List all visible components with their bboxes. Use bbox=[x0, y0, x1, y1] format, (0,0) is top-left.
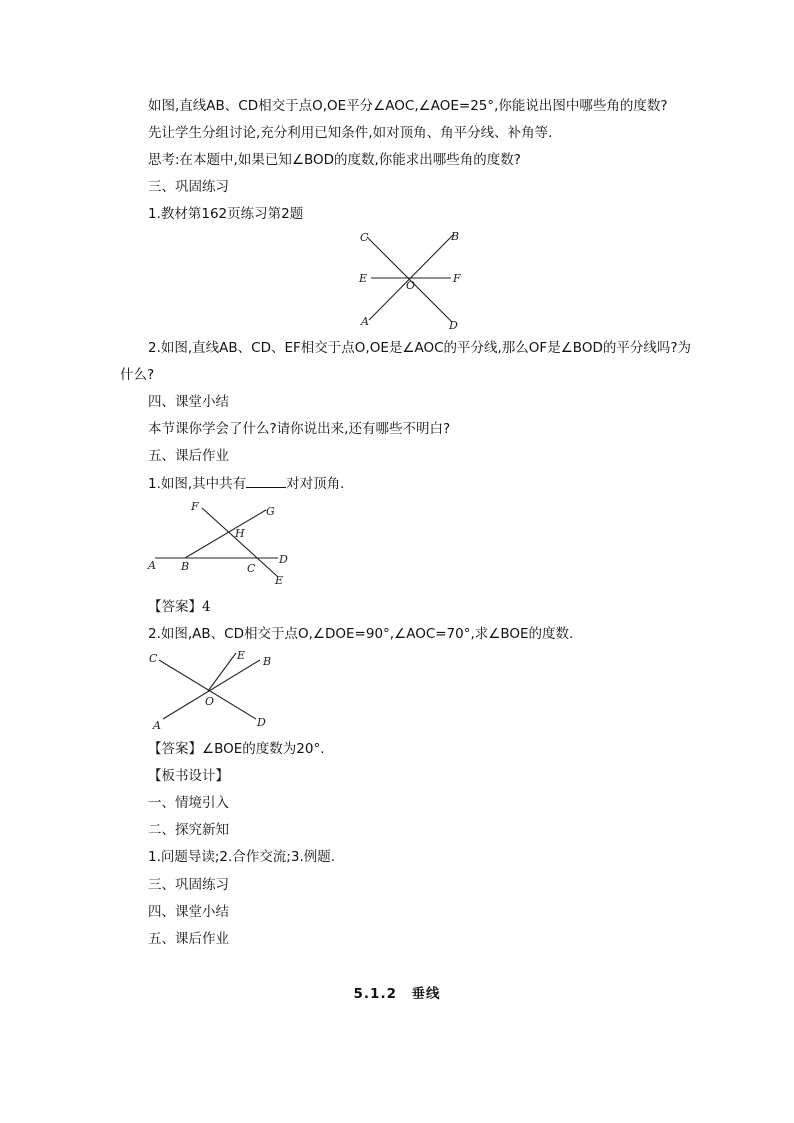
label-D: D bbox=[279, 553, 288, 566]
label-C: C bbox=[247, 562, 256, 575]
label-F: F bbox=[453, 272, 461, 285]
answer-1 bbox=[148, 598, 211, 616]
board-item-2: 二、探究新知 bbox=[148, 822, 229, 838]
homework-1 bbox=[148, 475, 344, 493]
section-homework: 五、课后作业 bbox=[148, 448, 229, 464]
answer-2-label: 【答案】 bbox=[148, 741, 202, 757]
section-heading: 5.1.2 垂线 bbox=[353, 986, 441, 1002]
label-D: D bbox=[257, 716, 266, 729]
exercise-2-line2: 什么? bbox=[120, 367, 155, 383]
exercise-2-line1: 2.如图,直线AB、CD、EF相交于点O,OE是∠AOC的平分线,那么OF是∠BOD的平分线吗?为 bbox=[148, 340, 692, 356]
label-B: B bbox=[451, 230, 460, 243]
label-B: B bbox=[263, 655, 272, 668]
board-design-title: 【板书设计】 bbox=[148, 768, 229, 784]
figure-perpendicular bbox=[145, 648, 275, 733]
homework-1-text-end: 对对顶角. bbox=[286, 476, 345, 492]
label-E: E bbox=[275, 574, 284, 587]
answer-1-label: 【答案】 bbox=[148, 599, 202, 615]
label-E: E bbox=[237, 649, 246, 662]
board-item-6: 五、课后作业 bbox=[148, 931, 229, 947]
figure-triangle-lines bbox=[145, 500, 295, 590]
label-O: O bbox=[205, 695, 215, 708]
board-item-4: 三、巩固练习 bbox=[148, 877, 229, 893]
board-item-3: 1.问题导读;2.合作交流;3.例题. bbox=[148, 849, 336, 865]
exercise-1: 1.教材第162页练习第2题 bbox=[148, 206, 304, 222]
figure-three-lines bbox=[355, 226, 465, 336]
label-G: G bbox=[266, 505, 275, 518]
paragraph-summary: 本节课你学会了什么?请你说出来,还有哪些不明白? bbox=[148, 421, 451, 437]
answer-blank bbox=[246, 475, 286, 488]
label-H: H bbox=[235, 527, 245, 540]
label-O: O bbox=[406, 279, 416, 292]
paragraph-example: 如图,直线AB、CD相交于点O,OE平分∠AOC,∠AOE=25°,你能说出图中哪些角的度数? bbox=[148, 98, 668, 114]
label-A: A bbox=[153, 719, 161, 732]
section-summary: 四、课堂小结 bbox=[148, 394, 229, 410]
label-F: F bbox=[191, 500, 199, 513]
board-item-1: 一、情境引入 bbox=[148, 795, 229, 811]
label-C: C bbox=[360, 231, 369, 244]
label-D: D bbox=[449, 319, 458, 332]
answer-2-text: ∠BOE的度数为20°. bbox=[202, 741, 325, 757]
label-A: A bbox=[148, 559, 156, 572]
homework-1-text: 1.如图,其中共有 bbox=[148, 476, 247, 492]
label-C: C bbox=[149, 652, 158, 665]
label-A: A bbox=[361, 315, 369, 328]
paragraph-discussion: 先让学生分组讨论,充分利用已知条件,如对顶角、角平分线、补角等. bbox=[148, 125, 553, 141]
answer-2 bbox=[148, 740, 325, 758]
label-E: E bbox=[359, 272, 368, 285]
label-B: B bbox=[181, 560, 190, 573]
homework-2: 2.如图,AB、CD相交于点O,∠DOE=90°,∠AOC=70°,求∠BOE的度数. bbox=[148, 626, 574, 642]
board-item-5: 四、课堂小结 bbox=[148, 904, 229, 920]
paragraph-think: 思考:在本题中,如果已知∠BOD的度数,你能求出哪些角的度数? bbox=[148, 152, 521, 168]
section-consolidation: 三、巩固练习 bbox=[148, 179, 229, 195]
answer-1-value: 4 bbox=[202, 599, 211, 615]
